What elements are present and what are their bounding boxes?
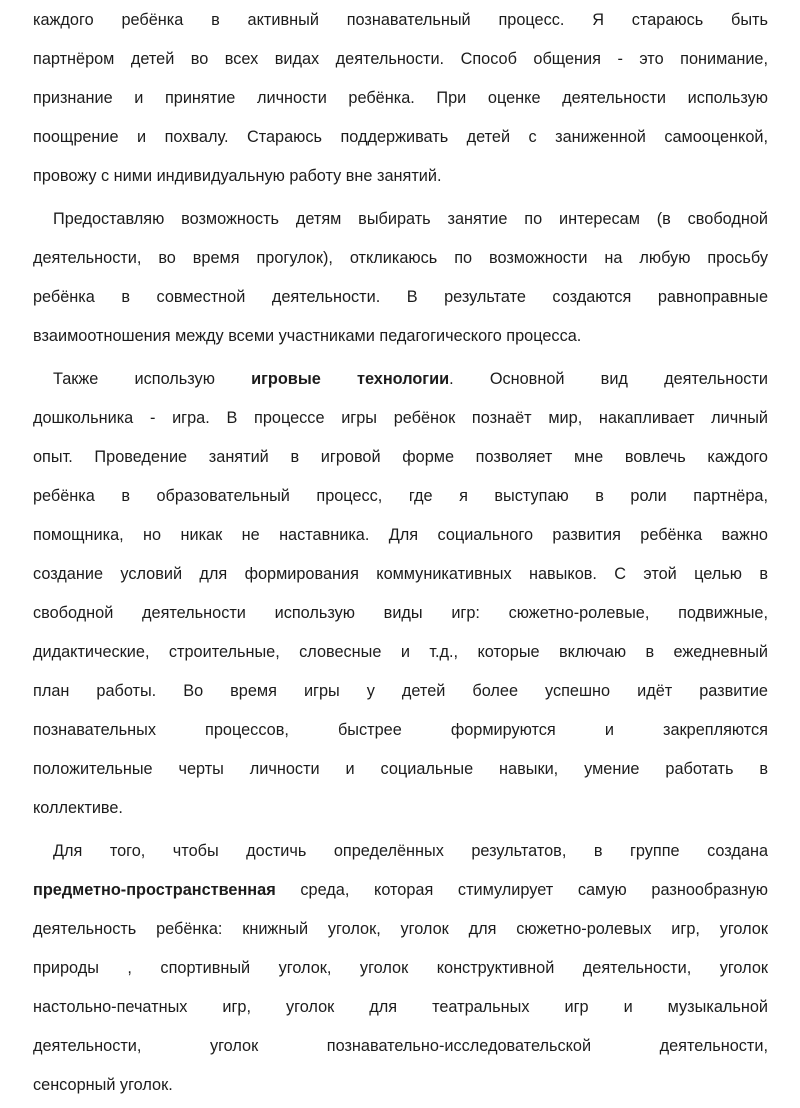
text-segment: взаимоотношения между всеми участниками педагогического процесса. [33,327,582,345]
text-line [33,121,768,160]
text-line [33,281,768,320]
text-line [33,675,768,714]
text-line [33,519,768,558]
text-segment: Предоставляю возможность детям выбирать занятие по интересам (в свободной [53,210,768,228]
text-line [33,714,768,753]
text-line [33,636,768,675]
text-line [33,835,768,874]
text-line [33,952,768,991]
text-line [33,1030,768,1069]
text-segment: . Основной вид деятельности [449,370,768,388]
text-segment: деятельности, уголок познавательно-исследовательской деятельности, [33,1037,768,1055]
text-segment: деятельность ребёнка: книжный уголок, уголок для сюжетно-ролевых игр, уголок [33,920,768,938]
text-segment: ребёнка в совместной деятельности. В результате создаются равноправные [33,288,768,306]
text-segment: помощника, но никак не наставника. Для социального развития ребёнка важно [33,526,768,544]
bold-term: предметно-пространственная [33,881,276,899]
text-segment: признание и принятие личности ребёнка. При оценке деятельности использую [33,89,768,107]
text-segment: сенсорный уголок. [33,1076,173,1094]
text-segment: поощрение и похвалу. Стараюсь поддерживать детей с заниженной самооценкой, [33,128,768,146]
text-line [33,913,768,952]
text-line [33,991,768,1030]
text-segment: настольно-печатных игр, уголок для театральных игр и музыкальной [33,998,768,1016]
text-segment: провожу с ними индивидуальную работу вне занятий. [33,167,442,185]
text-segment: опыт. Проведение занятий в игровой форме позволяет мне вовлечь каждого [33,448,768,466]
text-line [33,1069,768,1108]
bold-term: игровые технологии [251,370,450,388]
document-page [33,4,768,1108]
text-line [33,792,768,831]
text-segment: положительные черты личности и социальные навыки, умение работать в [33,760,768,778]
text-line [33,480,768,519]
text-line [33,597,768,636]
paragraph [33,203,768,359]
text-line [33,203,768,242]
text-segment: план работы. Во время игры у детей более успешно идёт развитие [33,682,768,700]
text-line [33,43,768,82]
text-line [33,441,768,480]
text-line [33,874,768,913]
text-line [33,402,768,441]
text-line [33,753,768,792]
text-segment: свободной деятельности использую виды игр: сюжетно-ролевые, подвижные, [33,604,768,622]
text-segment: Для того, чтобы достичь определённых результатов, в группе создана [53,842,768,860]
text-segment: каждого ребёнка в активный познавательный процесс. Я стараюсь быть [33,11,768,29]
text-segment: Также использую [53,370,252,388]
text-segment: ребёнка в образовательный процесс, где я выступаю в роли партнёра, [33,487,768,505]
text-segment: коллективе. [33,799,123,817]
text-segment: деятельности, во время прогулок), откликаюсь по возможности на любую просьбу [33,249,768,267]
paragraph [33,835,768,1108]
text-line [33,82,768,121]
text-segment: партнёром детей во всех видах деятельности. Способ общения - это понимание, [33,50,768,68]
text-line [33,160,768,199]
text-segment: дидактические, строительные, словесные и т.д., которые включаю в ежедневный [33,643,768,661]
text-segment: познавательных процессов, быстрее формируются и закрепляются [33,721,768,739]
text-segment: среда, которая стимулирует самую разнообразную [275,881,768,899]
text-line [33,4,768,43]
text-segment: создание условий для формирования коммуникативных навыков. С этой целью в [33,565,768,583]
text-line [33,242,768,281]
paragraph [33,363,768,831]
text-line [33,558,768,597]
paragraph [33,4,768,199]
text-line [33,320,768,359]
text-line [33,363,768,402]
text-segment: природы , спортивный уголок, уголок конструктивной деятельности, уголок [33,959,768,977]
text-segment: дошкольника - игра. В процессе игры ребёнок познаёт мир, накапливает личный [33,409,768,427]
